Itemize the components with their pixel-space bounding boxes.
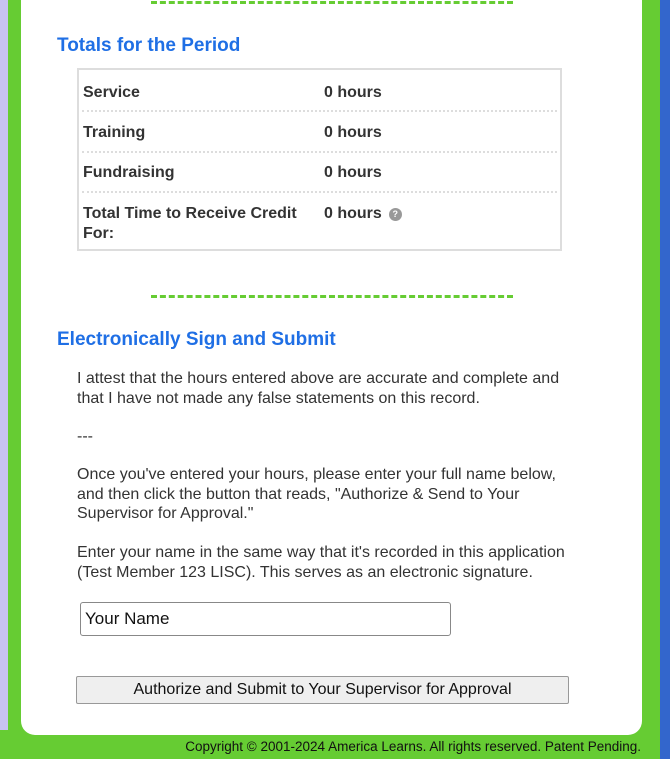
row-value-with-help: [324, 204, 402, 224]
sign-title: Electronically Sign and Submit: [57, 329, 336, 350]
row-label: Service: [83, 84, 140, 101]
totals-row-total-credit: [82, 193, 557, 249]
row-value: 0 hours: [324, 164, 382, 181]
name-note-text: Enter your name in the same way that it's recorded in this application (Test Member 123 LISC). This serves as an electronic signature.: [77, 544, 565, 581]
instructions-text: Once you've entered your hours, please enter your full name below, and then click the button that reads, "Authorize & Send to Your Supervisor for Approval.": [77, 466, 556, 522]
authorize-submit-button[interactable]: Authorize and Submit to Your Supervisor for Approval: [76, 676, 569, 704]
totals-row-fundraising: [82, 153, 557, 193]
footer-copyright: Copyright © 2001-2024 America Learns. All rights reserved. Patent Pending.: [185, 739, 641, 754]
row-label: Fundraising: [83, 164, 175, 181]
section-divider-top: [151, 1, 513, 4]
totals-row-training: [82, 112, 557, 153]
question-circle-icon[interactable]: ?: [389, 208, 402, 221]
totals-title: Totals for the Period: [57, 35, 241, 56]
row-label: Training: [83, 124, 146, 141]
name-signature-input[interactable]: [80, 602, 451, 636]
row-value: 0 hours: [324, 84, 382, 101]
section-divider-middle: [151, 295, 513, 298]
right-edge-strip: [660, 0, 670, 759]
totals-row-service: [82, 70, 557, 112]
totals-table: [77, 68, 562, 251]
row-value: 0 hours: [324, 124, 382, 141]
row-value: 0 hours: [324, 205, 382, 222]
row-label: Total Time to Receive Credit For:: [83, 205, 297, 242]
left-edge-strip: [0, 0, 8, 730]
attest-text: I attest that the hours entered above are accurate and complete and that I have not made any false statements on this record.: [77, 370, 560, 407]
separator-text: ---: [77, 428, 93, 445]
